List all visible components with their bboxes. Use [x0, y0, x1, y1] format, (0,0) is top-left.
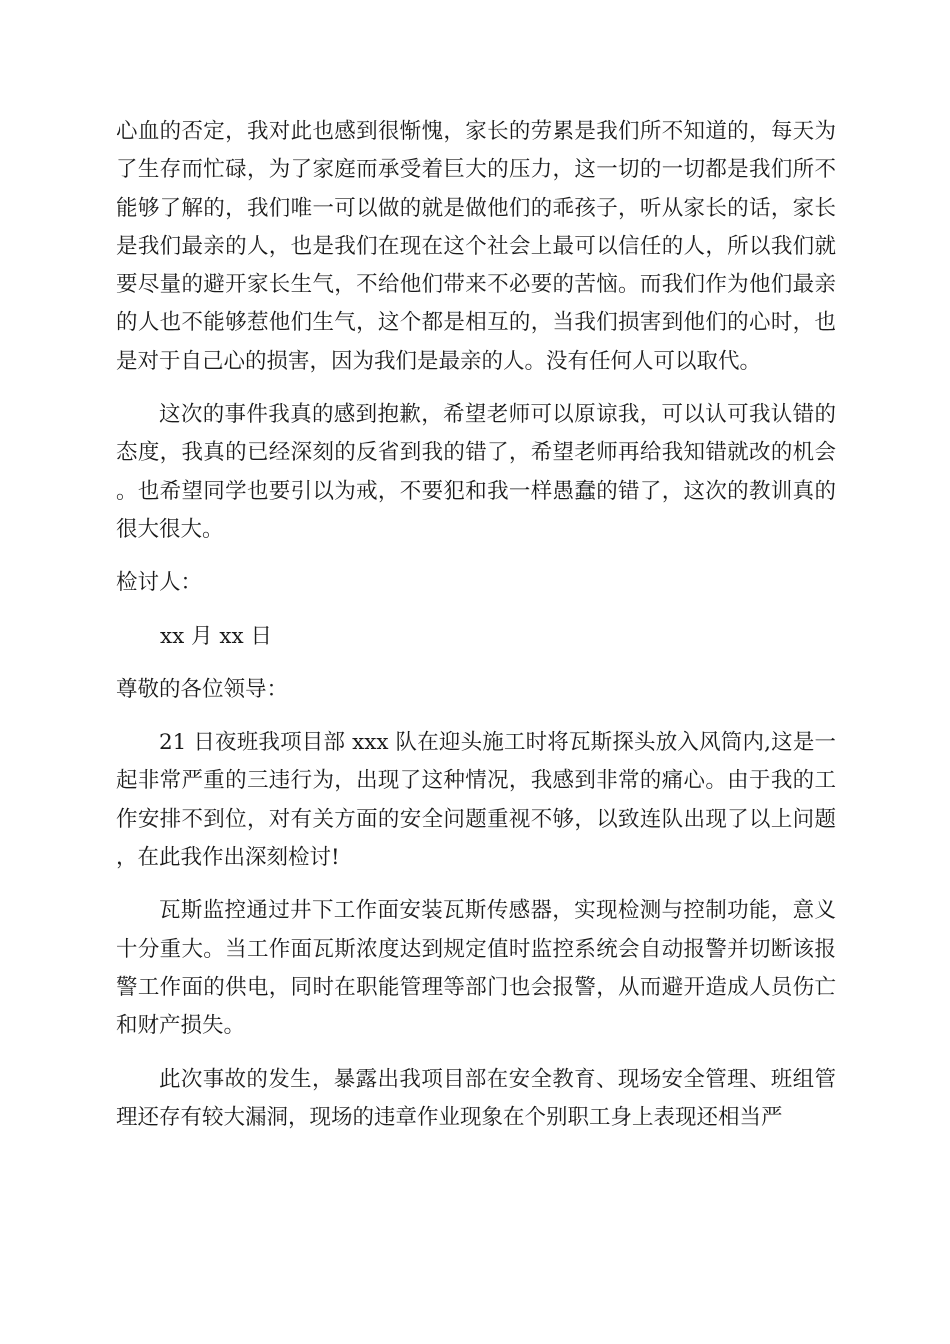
paragraph-gas-monitoring: 瓦斯监控通过井下工作面安装瓦斯传感器，实现检测与控制功能，意义十分重大。当工作面瓦斯浓度达到规定值时监控系统会自动报警并切断该报警工作面的供电，同时在职能管理等部门也会报警，从而避开造成人员伤亡和财产损失。: [116, 898, 836, 1039]
paragraph-apology: 这次的事件我真的感到抱歉，希望老师可以原谅我，可以认可我认错的态度，我真的已经深刻的反省到我的错了，希望老师再给我知错就改的机会。也希望同学也要引以为戒，不要犯和我一样愚蠢的错了，这次的教训真的很大很大。: [116, 402, 836, 542]
date-line: xx 月 xx 日: [160, 623, 273, 649]
signature-label: 检讨人：: [116, 570, 203, 596]
paragraph-incident: 21 日夜班我项目部 xxx 队在迎头施工时将瓦斯探头放入风筒内,这是一起非常严重的三违行为，出现了这种情况，我感到非常的痛心。由于我的工作安排不到位，对有关方面的安全问题重视不够，以致连队出现了以上问题，在此我作出深刻检讨!: [116, 730, 836, 871]
paragraph-accident-analysis: 此次事故的发生，暴露出我项目部在安全教育、现场安全管理、班组管理还存有较大漏洞，现场的违章作业现象在个别职工身上表现还相当严: [116, 1066, 836, 1130]
paragraph-intro-continuation: 心血的否定，我对此也感到很惭愧，家长的劳累是我们所不知道的，每天为了生存而忙碌，为了家庭而承受着巨大的压力，这一切的一切都是我们所不能够了解的，我们唯一可以做的就是做他们的乖孩子，听从家长的话，家长是我们最亲的人，也是我们在现在这个社会上最可以信任的人，所以我们就要尽量的避开家长生气，不给他们带来不必要的苦恼。而我们作为他们最亲的人也不能够惹他们生气，这个都是相互的，当我们损害到他们的心时，也是对于自己心的损害，因为我们是最亲的人。没有任何人可以取代。: [116, 119, 836, 374]
document-body: [116, 113, 836, 1152]
salutation: 尊敬的各位领导：: [116, 676, 289, 702]
